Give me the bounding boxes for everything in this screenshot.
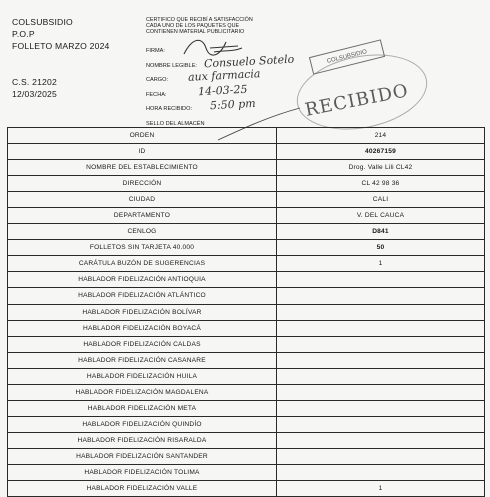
table-row [8,224,485,240]
table-row [8,160,485,176]
header-date: 12/03/2025 [12,89,58,99]
row-label: HABLADOR FIDELIZACIÓN CALDAS [8,336,277,352]
table-row [8,400,485,416]
pop-label: P.O.P [12,29,35,39]
row-value [277,400,485,416]
row-label: HABLADOR FIDELIZACIÓN ATLÁNTICO [8,288,277,304]
row-value: 50 [277,240,485,256]
table-row [8,352,485,368]
row-label: DEPARTAMENTO [8,208,277,224]
row-label: HABLADOR FIDELIZACIÓN VALLE [8,481,277,497]
row-label: FOLLETOS SIN TARJETA 40.000 [8,240,277,256]
cs-code: C.S. 21202 [12,77,57,87]
row-value [277,336,485,352]
table-row [8,304,485,320]
row-value [277,352,485,368]
table-row [8,320,485,336]
row-value [277,384,485,400]
row-value: D841 [277,224,485,240]
folleto-title: FOLLETO MARZO 2024 [12,41,110,51]
row-label: HABLADOR FIDELIZACIÓN CASANARE [8,352,277,368]
delivery-table [7,127,485,497]
row-label: HABLADOR FIDELIZACIÓN BOLÍVAR [8,304,277,320]
handwritten-date: 14-03-25 [197,82,248,99]
row-value [277,432,485,448]
certificate-line: CADA UNO DE LOS PAQUETES QUE [146,23,240,30]
table-row [8,448,485,464]
row-label: CENLOG [8,224,277,240]
table-row [8,416,485,432]
row-label: HABLADOR FIDELIZACIÓN MAGDALENA [8,384,277,400]
table-row [8,336,485,352]
row-label: DIRECCIÓN [8,176,277,192]
certificate-line: CONTIENEN MATERIAL PUBLICITARIO [146,29,245,36]
row-value: CALI [277,192,485,208]
table-row [8,464,485,480]
field-label: HORA RECIBIDO: [146,106,193,113]
handwritten-name: Consuelo Sotelo [203,52,295,70]
table-row [8,432,485,448]
row-value: 214 [277,128,485,144]
certificate-text [146,17,276,36]
row-label: HABLADOR FIDELIZACIÓN HUILA [8,368,277,384]
row-label: ID [8,144,277,160]
row-label: ORDEN [8,128,277,144]
table-row [8,384,485,400]
row-value [277,320,485,336]
handwritten-position: aux farmacia [187,67,261,85]
company-name: COLSUBSIDIO [12,17,73,27]
signature-scribble [180,34,250,60]
row-value: Drog. Valle Lili CL42 [277,160,485,176]
row-label: CARÁTULA BUZÓN DE SUGERENCIAS [8,256,277,272]
row-value: V. DEL CAUCA [277,208,485,224]
row-value [277,464,485,480]
table-row [8,192,485,208]
row-label: HABLADOR FIDELIZACIÓN SANTANDER [8,448,277,464]
table-row [8,288,485,304]
row-value: CL 42 98 36 [277,176,485,192]
row-value [277,416,485,432]
table-row [8,272,485,288]
received-stamp: RECIBIDO [303,80,411,121]
row-value [277,288,485,304]
field-label: CARGO: [146,77,169,84]
stamp-label: COLSUBSIDIO [309,39,385,74]
header-block [12,16,110,100]
table-row [8,481,485,497]
row-value [277,368,485,384]
field-label: FIRMA: [146,48,165,54]
row-value: 1 [277,256,485,272]
row-value [277,272,485,288]
table-row [8,144,485,160]
field-label: FECHA: [146,91,167,98]
table-row [8,208,485,224]
row-value: 40267159 [277,144,485,160]
table-row [8,128,485,144]
row-value: 1 [277,481,485,497]
field-label: NOMBRE LEGIBLE: [146,62,197,69]
table-row [8,240,485,256]
certificate-line: CERTIFICO QUE RECIBÍ A SATISFACCIÓN [146,17,253,23]
row-label: HABLADOR FIDELIZACIÓN ANTIOQUIA [8,272,277,288]
row-label: HABLADOR FIDELIZACIÓN QUINDÍO [8,416,277,432]
row-label: HABLADOR FIDELIZACIÓN RISARALDA [8,432,277,448]
table-row [8,176,485,192]
row-value [277,304,485,320]
table-row [8,368,485,384]
handwritten-time: 5:50 pm [209,97,256,113]
row-value [277,448,485,464]
table-row [8,256,485,272]
row-label: CIUDAD [8,192,277,208]
row-label: NOMBRE DEL ESTABLECIMIENTO [8,160,277,176]
row-label: HABLADOR FIDELIZACIÓN BOYACÁ [8,320,277,336]
row-label: HABLADOR FIDELIZACIÓN META [8,400,277,416]
row-label: HABLADOR FIDELIZACIÓN TOLIMA [8,464,277,480]
field-label: SELLO DEL ALMACÉN [146,120,205,127]
